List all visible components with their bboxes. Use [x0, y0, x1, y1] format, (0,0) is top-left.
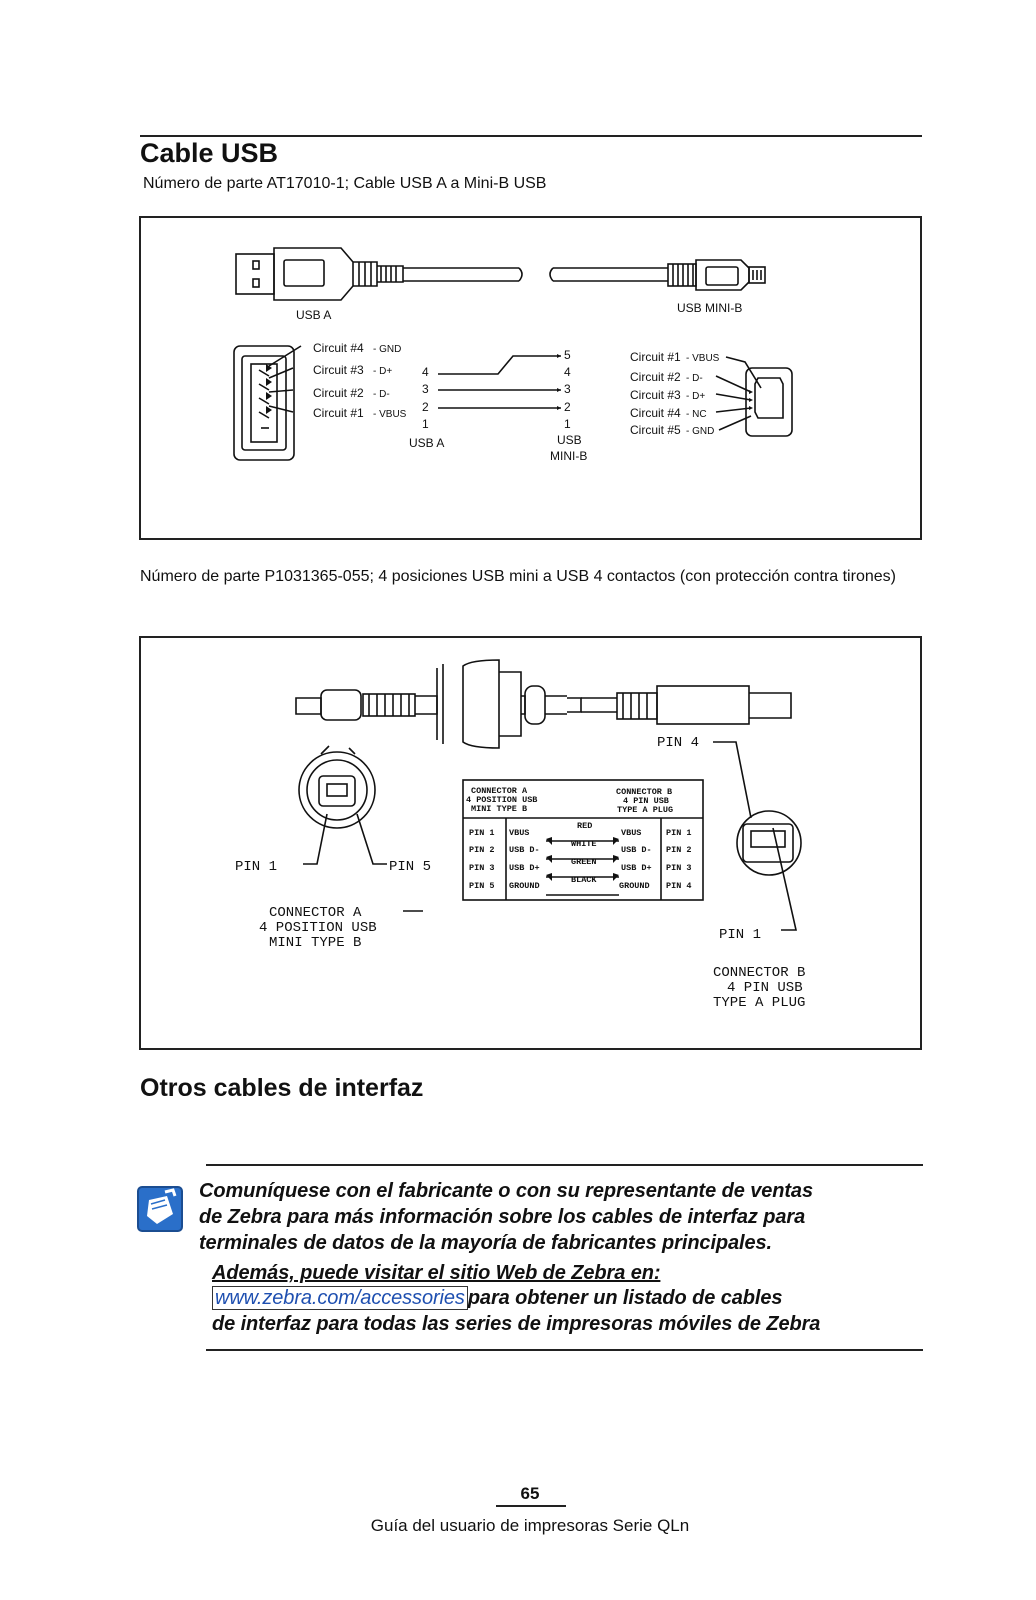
note-bottom-rule	[206, 1349, 923, 1351]
note-line-3: terminales de datos de la mayoría de fabricantes principales.	[199, 1232, 773, 1254]
pin1-right-label: PIN 1	[719, 927, 762, 943]
right-circuit-4: Circuit #4	[630, 406, 681, 420]
svg-text:3: 3	[564, 382, 571, 396]
usb-cable-drawing	[141, 218, 920, 538]
note-line-4: Además, puede visitar el sitio Web de Zebra en:	[212, 1262, 661, 1284]
svg-text:4: 4	[564, 365, 571, 379]
figure-usb-a-to-minib	[139, 216, 922, 540]
pin4-label: PIN 4	[657, 735, 700, 751]
left-circuit-4: Circuit #4	[313, 341, 364, 355]
left-circuit-2: Circuit #2	[313, 386, 364, 400]
right-circuit-3: Circuit #3	[630, 388, 681, 402]
svg-text:BLACK: BLACK	[571, 875, 597, 885]
svg-text:CONNECTOR A: CONNECTOR A	[471, 786, 528, 796]
note-icon	[137, 1186, 183, 1232]
svg-text:PIN 2: PIN 2	[666, 845, 692, 855]
svg-text:CONNECTOR B: CONNECTOR B	[616, 787, 673, 797]
note-line-5: www.zebra.com/accessories para obtener un listado de cables	[212, 1285, 782, 1311]
svg-text:PIN 2: PIN 2	[469, 845, 495, 855]
connector-a-label-1: CONNECTOR A	[269, 905, 362, 921]
svg-text:USB D-: USB D-	[509, 845, 540, 855]
right-circuit-5: Circuit #5	[630, 423, 681, 437]
figure-mini-to-usb-strain-relief	[139, 636, 922, 1050]
svg-text:PIN 4: PIN 4	[666, 881, 692, 891]
section-title: Cable USB	[140, 138, 279, 168]
right-circuit-2: Circuit #2	[630, 370, 681, 384]
section2-title: Otros cables de interfaz	[140, 1074, 424, 1102]
svg-text:4 PIN USB: 4 PIN USB	[623, 796, 669, 806]
right-circuit-1: Circuit #1	[630, 350, 681, 364]
svg-text:- D-: - D-	[686, 373, 703, 384]
svg-text:- VBUS: - VBUS	[686, 353, 720, 364]
svg-text:MINI TYPE B: MINI TYPE B	[471, 804, 528, 814]
svg-text:USB D+: USB D+	[509, 863, 540, 873]
svg-text:- D+: - D+	[373, 366, 393, 377]
svg-text:GREEN: GREEN	[571, 857, 597, 867]
svg-text:3: 3	[422, 382, 429, 396]
connector-a-label-2: 4 POSITION USB	[259, 920, 377, 936]
note-line-6: de interfaz para todas las series de impresoras móviles de Zebra	[212, 1313, 821, 1335]
page-number: 65	[520, 1484, 540, 1503]
connector-a-label-3: MINI TYPE B	[269, 935, 362, 951]
top-rule	[140, 135, 922, 137]
usb-minib-label: USB MINI-B	[677, 301, 743, 315]
footer-guide-title: Guía del usuario de impresoras Serie QLn	[370, 1516, 690, 1535]
note-line-2: de Zebra para más información sobre los cables de interfaz para	[199, 1206, 806, 1228]
svg-text:- D-: - D-	[373, 389, 390, 400]
svg-text:1: 1	[422, 417, 429, 431]
svg-text:GROUND: GROUND	[619, 881, 650, 891]
part-number-1: Número de parte AT17010-1; Cable USB A a Mini-B USB	[143, 175, 547, 192]
mid-usb-minib-label-2: MINI-B	[550, 449, 588, 463]
strain-relief-cable-drawing	[141, 638, 920, 1048]
note-top-rule	[206, 1164, 923, 1166]
pinout-table	[466, 786, 692, 891]
svg-text:WHITE: WHITE	[571, 839, 597, 849]
svg-text:PIN 3: PIN 3	[666, 863, 692, 873]
svg-text:VBUS: VBUS	[509, 828, 530, 838]
connector-b-label-2: 4 PIN USB	[727, 980, 803, 996]
svg-text:4: 4	[422, 365, 429, 379]
svg-text:- VBUS: - VBUS	[373, 409, 407, 420]
svg-text:PIN 1: PIN 1	[666, 828, 692, 838]
svg-text:USB D+: USB D+	[621, 863, 652, 873]
part-number-2: Número de parte P1031365-055; 4 posiciones USB mini a USB 4 contactos (con protección contra tirones)	[140, 568, 896, 585]
connector-b-label-3: TYPE A PLUG	[713, 995, 806, 1011]
accessories-link[interactable]: www.zebra.com/accessories	[212, 1286, 468, 1310]
pin5-label: PIN 5	[389, 859, 432, 875]
left-circuit-3: Circuit #3	[313, 363, 364, 377]
svg-text:TYPE A PLUG: TYPE A PLUG	[617, 805, 674, 815]
page-number-rule	[496, 1505, 566, 1507]
svg-text:2: 2	[564, 400, 571, 414]
svg-text:- GND: - GND	[373, 344, 402, 355]
svg-text:2: 2	[422, 400, 429, 414]
svg-text:- NC: - NC	[686, 409, 707, 420]
svg-text:PIN 1: PIN 1	[469, 828, 495, 838]
svg-text:GROUND: GROUND	[509, 881, 540, 891]
svg-text:- D+: - D+	[686, 391, 706, 402]
svg-text:USB D-: USB D-	[621, 845, 652, 855]
svg-text:VBUS: VBUS	[621, 828, 642, 838]
mid-usb-minib-label-1: USB	[557, 433, 582, 447]
svg-text:PIN 5: PIN 5	[469, 881, 495, 891]
svg-text:4 POSITION USB: 4 POSITION USB	[466, 795, 538, 805]
svg-text:RED: RED	[577, 821, 593, 831]
connector-b-label-1: CONNECTOR B	[713, 965, 806, 981]
left-circuit-1: Circuit #1	[313, 406, 364, 420]
pin1-left-label: PIN 1	[235, 859, 278, 875]
svg-text:PIN 3: PIN 3	[469, 863, 495, 873]
usb-a-label: USB A	[296, 308, 332, 322]
mid-usb-a-label: USB A	[409, 436, 445, 450]
svg-text:1: 1	[564, 417, 571, 431]
note-line-1: Comuníquese con el fabricante o con su representante de ventas	[199, 1180, 813, 1202]
svg-text:5: 5	[564, 348, 571, 362]
svg-text:- GND: - GND	[686, 426, 715, 437]
